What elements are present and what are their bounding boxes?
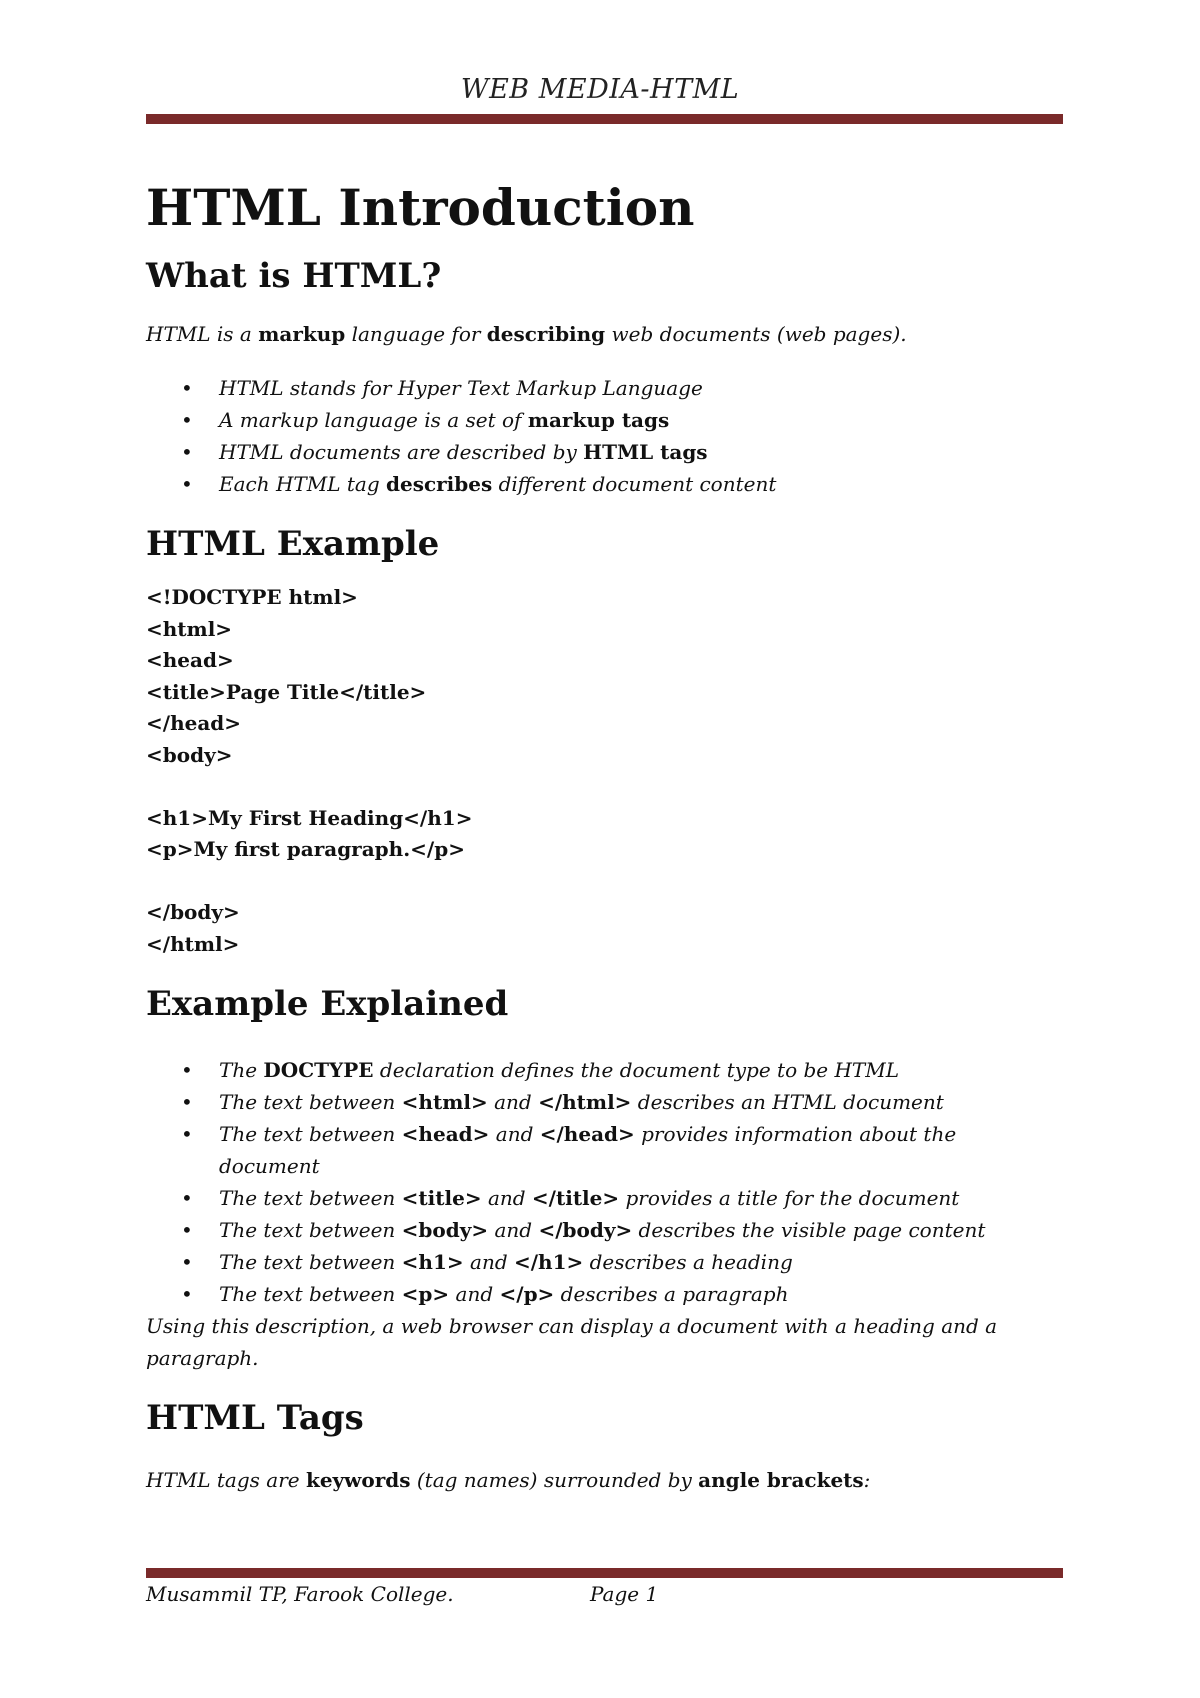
code-line: </html> <box>146 931 240 956</box>
bold-text-run: describing <box>486 322 606 346</box>
text-run: describes a paragraph <box>554 1282 789 1306</box>
bold-text-run: describes <box>385 472 493 496</box>
text-run: and <box>489 1122 540 1146</box>
bold-text-run: HTML tags <box>583 440 708 464</box>
code-line: <body> <box>146 742 233 767</box>
code-line: </head> <box>146 711 242 735</box>
text-run: The <box>219 1058 264 1082</box>
bold-text-run: <title> <box>401 1186 482 1210</box>
explained-summary-paragraph: Using this description, a web browser can display a document with a heading and a paragraph. <box>146 1314 998 1370</box>
text-run: describes an HTML document <box>631 1090 944 1114</box>
list-item <box>146 1054 1063 1086</box>
list-item <box>146 436 1063 468</box>
page-title: HTML Introduction <box>146 178 695 237</box>
text-run: A markup language is a set of <box>219 408 528 432</box>
code-line <box>146 771 1063 803</box>
text-run: The text between <box>219 1186 402 1210</box>
list-item <box>146 404 1063 436</box>
section-heading-html-tags: HTML Tags <box>146 1398 364 1438</box>
text-run: and <box>449 1282 500 1306</box>
bold-text-run: <h1> <box>401 1250 464 1274</box>
header-rule <box>146 114 1063 124</box>
section-heading-example-explained: Example Explained <box>146 984 509 1024</box>
bold-text-run: <p> <box>401 1282 450 1306</box>
code-line <box>146 866 1063 898</box>
text-run: provides information about the document <box>219 1122 957 1178</box>
text-run: The text between <box>219 1250 402 1274</box>
text-run: and <box>481 1186 532 1210</box>
text-run: The text between <box>219 1090 402 1114</box>
text-run: The text between <box>219 1122 402 1146</box>
text-run: The text between <box>219 1218 402 1242</box>
bold-text-run: </head> <box>539 1122 635 1146</box>
bold-text-run: <head> <box>401 1122 490 1146</box>
bold-text-run: <html> <box>401 1090 488 1114</box>
list-item <box>146 1246 1063 1278</box>
bold-text-run: markup <box>258 322 346 346</box>
footer-rule <box>146 1568 1063 1578</box>
text-run: declaration defines the document type to be HTML <box>373 1058 900 1082</box>
code-line: <title>Page Title</title> <box>146 679 427 704</box>
bold-text-run: </p> <box>499 1282 555 1306</box>
footer-author: Musammil TP, Farook College. <box>146 1582 454 1606</box>
bold-text-run: markup tags <box>527 408 670 432</box>
code-line: </body> <box>146 900 240 924</box>
code-line: <!DOCTYPE html> <box>146 585 358 609</box>
bold-text-run: <body> <box>401 1218 489 1242</box>
header-title: WEB MEDIA-HTML <box>460 74 740 105</box>
text-run: different document content <box>492 472 777 496</box>
list-item <box>146 468 1063 500</box>
code-line: <h1>My First Heading</h1> <box>146 805 473 830</box>
explained-bullet-list <box>146 1054 1063 1310</box>
code-line: <p>My first paragraph.</p> <box>146 837 465 861</box>
list-item <box>146 1214 1063 1246</box>
section-heading-what-is-html: What is HTML? <box>146 256 442 296</box>
list-item <box>146 1086 1063 1118</box>
what-is-intro-paragraph <box>146 318 1063 350</box>
list-item <box>146 372 1063 404</box>
text-run: provides a title for the document <box>619 1186 960 1210</box>
bold-text-run: </html> <box>538 1090 632 1114</box>
code-line: <html> <box>146 616 233 641</box>
text-run: The text between <box>219 1282 402 1306</box>
text-run: HTML tags are <box>146 1468 306 1492</box>
text-run: : <box>863 1468 871 1492</box>
bold-text-run: </title> <box>531 1186 620 1210</box>
text-run: describes the visible page content <box>632 1218 986 1242</box>
what-is-bullet-list <box>146 372 1063 500</box>
text-run: Hyper Text Markup Language <box>397 376 703 400</box>
text-run: (tag names) surrounded by <box>410 1468 699 1492</box>
bold-text-run: angle brackets <box>698 1468 864 1492</box>
list-item <box>146 1278 1063 1310</box>
code-example <box>146 582 1063 960</box>
footer-page-number: Page 1 <box>590 1582 659 1606</box>
text-run: and <box>487 1090 539 1114</box>
text-run: Each HTML tag <box>219 472 386 496</box>
text-run: HTML stands for <box>219 376 398 400</box>
list-item <box>146 1118 1063 1182</box>
text-run: and <box>463 1250 514 1274</box>
bold-text-run: </h1> <box>513 1250 584 1274</box>
document-body <box>146 176 1063 1496</box>
tags-intro-paragraph <box>146 1464 1063 1496</box>
text-run: HTML is a <box>146 322 259 346</box>
bold-text-run: keywords <box>305 1468 411 1492</box>
text-run: and <box>488 1218 539 1242</box>
code-line: <head> <box>146 648 234 672</box>
list-item <box>146 1182 1063 1214</box>
text-run: HTML documents are described by <box>219 440 584 464</box>
section-heading-html-example: HTML Example <box>146 524 440 564</box>
text-run: language for <box>345 322 487 346</box>
bold-text-run: DOCTYPE <box>263 1058 374 1082</box>
bold-text-run: </body> <box>538 1218 633 1242</box>
text-run: describes a heading <box>583 1250 793 1274</box>
text-run: web documents (web pages). <box>605 322 907 346</box>
